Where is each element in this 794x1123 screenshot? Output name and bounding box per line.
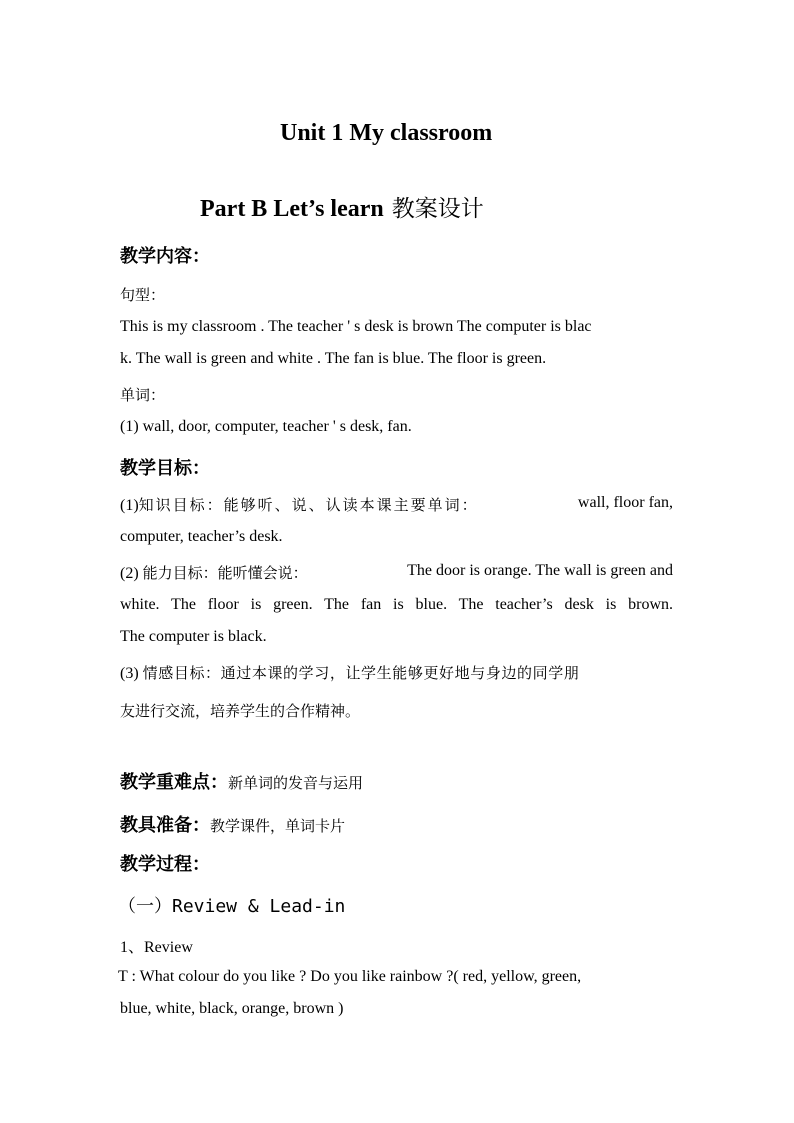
sentence-line-2: k. The wall is green and white . The fan is blue. The floor is green. [120, 350, 547, 367]
objective-2-line-3: The computer is black. [120, 628, 267, 645]
objective-1 [120, 494, 673, 515]
content-heading: 教学内容： [120, 246, 210, 267]
process-step-1-line-2: blue, white, black, orange, brown ) [120, 1000, 344, 1017]
objective-3-prefix: (3) [120, 665, 143, 682]
objective-2-english: The door is orange. The wall is green and [407, 562, 673, 579]
objective-2-line-2: white. The floor is green. The fan is blue. The teacher’s desk is brown. [120, 596, 673, 613]
process-step-1-line-1: T : What colour do you like ? Do you like rainbow ?( red, yellow, green, [118, 968, 582, 985]
sentence-line-1: This is my classroom . The teacher ' s desk is brown The computer is blac [120, 318, 592, 335]
document-title: Unit 1 My classroom [280, 120, 493, 146]
materials-label: 教具准备： [120, 815, 210, 836]
objective-3-chinese-line-2: 友进行交流，培养学生的合作精神。 [120, 702, 361, 720]
keypoints-label: 教学重难点： [120, 772, 228, 793]
materials-row [120, 811, 345, 837]
objective-1-english: wall, floor fan, [577, 494, 673, 511]
objective-3-chinese-line-1: 情感目标：通过本课的学习，让学生能够更好地与身边的同学朋 [142, 664, 580, 682]
objective-2 [120, 562, 673, 583]
objective-2-chinese: 能力目标：能听懂会说： [142, 564, 308, 582]
subtitle-english: Part B Let’s learn [200, 196, 384, 222]
keypoints-row [120, 768, 363, 794]
process-heading: 教学过程： [120, 854, 210, 875]
document-subtitle [200, 190, 484, 223]
objective-1-line-2: computer, teacher’s desk. [120, 528, 283, 545]
objective-2-prefix: (2) [120, 565, 143, 582]
keypoints-value: 新单词的发音与运用 [228, 774, 364, 792]
materials-value: 教学课件，单词卡片 [210, 817, 346, 835]
objectives-heading: 教学目标： [120, 458, 210, 479]
words-label: 单词： [120, 386, 166, 404]
sentence-label: 句型： [120, 286, 166, 304]
objective-3 [120, 662, 579, 683]
process-section-1: （一）Review & Lead-in [118, 896, 346, 917]
objective-1-prefix: (1) [120, 497, 139, 514]
words-line: (1) wall, door, computer, teacher ' s desk, fan. [120, 418, 412, 435]
process-step-1: 1、Review [120, 939, 193, 956]
subtitle-chinese: 教案设计 [391, 196, 484, 222]
objective-1-chinese: 知识目标：能够听、说、认读本课主要单词： [138, 496, 479, 514]
